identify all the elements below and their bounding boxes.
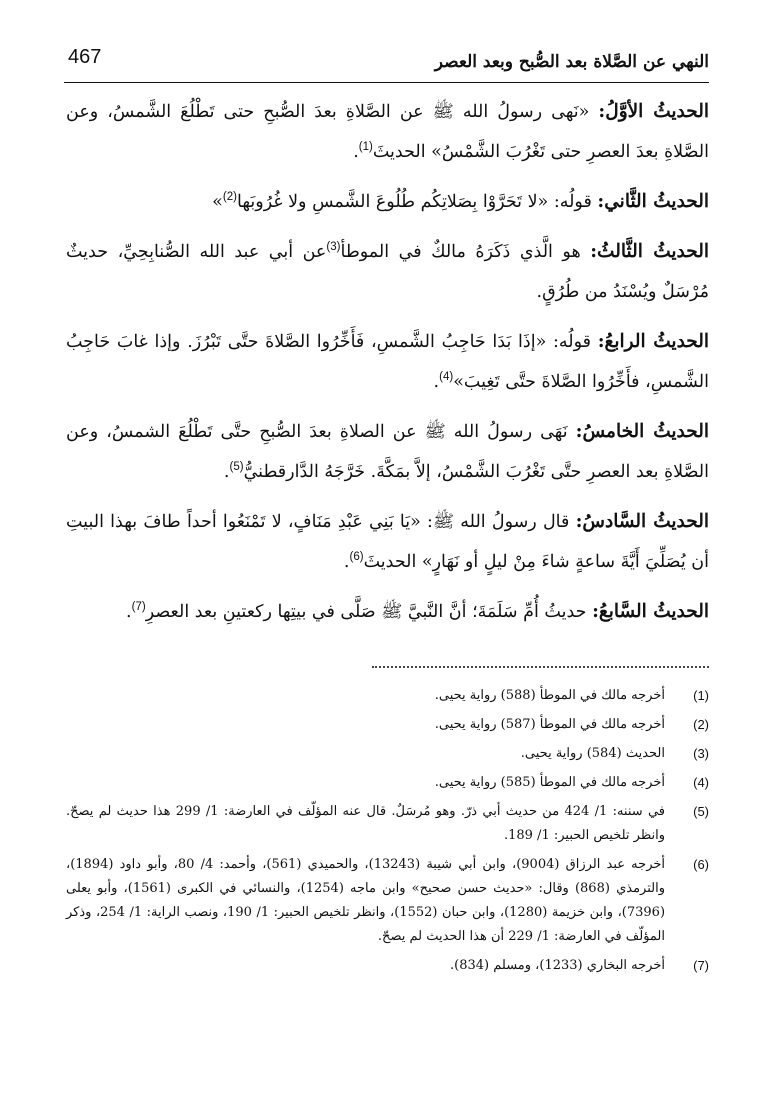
footnote-item: [66, 742, 709, 766]
hadith-text: قولُه: «إذَا بَدَا حَاجِبُ الشَّمسِ، فَأَخِّرُوا الصَّلاةَ حتَّى تَبْرُزَ. وإذا غابَ حَاجِبُ الشَّمسِ، فأَخِّرُوا الصَّلاةَ حتَّى تَغِيبَ»: [66, 332, 709, 392]
hadith-text: قولُه: «لا تَحَرَّوْا بِصَلاتِكُم طُلُوعَ الشَّمسِ ولا غُرُوبَها: [236, 192, 592, 212]
hadith-text: حديثُ أُمِّ سَلَمَةَ؛ أنَّ النَّبيَّ ﷺ صَلَّى في بيتِها ركعتينِ بعد العصرِ: [145, 602, 587, 622]
hadith-label: الحديثُ السَّادسُ:: [575, 511, 709, 532]
hadith-label: الحديثُ الثَّالثُ:: [590, 241, 709, 262]
hadith-label: الحديثُ الرابعُ:: [597, 331, 709, 352]
footnote-number: (1): [693, 688, 709, 703]
footnote-reference: (7): [131, 601, 146, 614]
footnotes: [66, 684, 709, 983]
hadith-label: الحديثُ السَّابعُ:: [592, 601, 709, 622]
footnote-reference: (6): [349, 551, 364, 564]
hadith-text: هو الَّذي ذَكَرَهُ مالكٌ في الموطأ: [340, 242, 581, 262]
footnote-number: (6): [693, 857, 709, 872]
hadith-paragraph: [66, 412, 709, 492]
hadith-tail: .: [223, 462, 230, 482]
hadith-paragraph: [66, 182, 709, 222]
footnote-reference: (3): [326, 241, 341, 254]
footnote-number: (5): [693, 804, 709, 819]
hadith-text: قال رسولُ الله ﷺ: «يَا بَنِي عَبْدِ مَنَافٍ، لا تَمْنَعُوا أحداً طافَ بهذا البيتِ أن يُصَلِّيَ أَيَّةَ ساعةٍ شاءَ مِنْ ليلٍ أو نَهَارٍ» الحديثَ: [66, 512, 709, 572]
footnote-text: أخرجه عبد الرزاق (9004)، وابن أبي شيبة (13243)، والحميدي (561)، وأحمد: 4/ 80، وأبو داود (1894)، والترمذي (868) وقال: «حديث حسن صحيح» وابن ماجه (1254)، والنسائي في الكبرى (1561)، وأبو يعلى (7396)، وابن خزيمة (1280)، وابن حبان (1552)، وانظر تلخيص الحبير: 1/ 190، ونصب الراية: 1/ 254، وذكر المؤلّف في العارضة: 1/ 229 أن هذا الحديث لم يصحّ.: [66, 857, 666, 944]
hadith-tail: عن أبي عبد الله الصُّنابِحِيِّ، حديثٌ مُرْسَلٌ ويُسْنَدُ من طُرُقٍ.: [66, 242, 709, 302]
footnote-item: [66, 954, 709, 978]
footnote-number: (3): [693, 746, 709, 761]
footnote-text: أخرجه مالك في الموطأ (588) رواية يحيى.: [434, 688, 665, 703]
footnote-reference: (4): [439, 371, 454, 384]
footnote-item: [66, 684, 709, 708]
page-number: 467: [68, 46, 102, 68]
running-header: [64, 44, 709, 83]
footnote-reference: (2): [222, 191, 237, 204]
footnote-reference: (1): [358, 141, 373, 154]
main-text: [66, 92, 709, 642]
hadith-tail: .: [433, 372, 440, 392]
hadith-label: الحديثُ الخامسُ:: [575, 421, 709, 442]
footnote-text: أخرجه مالك في الموطأ (587) رواية يحيى.: [434, 717, 665, 732]
hadith-paragraph: [66, 322, 709, 402]
hadith-tail: .: [126, 602, 132, 622]
footnote-item: [66, 771, 709, 795]
footnote-item: [66, 800, 709, 848]
hadith-paragraph: [66, 92, 709, 172]
footnote-number: (7): [693, 958, 709, 973]
hadith-tail: »: [212, 192, 223, 212]
running-title: النهي عن الصَّلاة بعد الصُّبح وبعد العصر: [434, 52, 709, 72]
footnote-item: [66, 713, 709, 737]
footnote-number: (2): [693, 717, 709, 732]
footnote-text: الحديث (584) رواية يحيى.: [520, 746, 665, 761]
hadith-paragraph: [66, 592, 709, 632]
hadith-paragraph: [66, 502, 709, 582]
footnote-item: [66, 853, 709, 949]
footnote-separator: [372, 666, 709, 668]
hadith-text: «نَهى رسولُ الله ﷺ عن الصَّلاةِ بعدَ الصُّبحِ حتى تَطْلُعَ الشَّمسُ، وعن الصَّلاةِ بعدَ العصرِ حتى تَغْرُبَ الشَّمْسُ» الحديثَ: [66, 102, 709, 162]
footnote-text: أخرجه مالك في الموطأ (585) رواية يحيى.: [434, 775, 665, 790]
hadith-paragraph: [66, 232, 709, 312]
hadith-label: الحديثُ الأوَّلُ:: [598, 101, 709, 122]
hadith-label: الحديثُ الثَّاني:: [597, 191, 709, 212]
footnote-text: في سننه: 1/ 424 من حديث أبي ذرّ. وهو مُرسَلٌ. قال عنه المؤلّف في العارضة: 1/ 299 هذا حديث لم يصحّ. وانظر تلخيص الحبير: 1/ 189.: [66, 804, 666, 843]
footnote-number: (4): [693, 775, 709, 790]
footnote-reference: (5): [229, 461, 244, 474]
hadith-text: نَهَى رسولُ الله ﷺ عن الصلاةِ بعدَ الصُّبحِ حتَّى تَطْلُعَ الشمسُ، وعن الصَّلاةِ بعد العصرِ حتَّى تَغْرُبَ الشَّمْسُ، إلاَّ بمَكَّةَ. خَرَّجَهُ الدَّارقطنيُّ: [66, 422, 709, 482]
hadith-tail: .: [353, 142, 359, 162]
footnote-text: أخرجه البخاري (1233)، ومسلم (834).: [449, 958, 665, 973]
hadith-tail: .: [343, 552, 350, 572]
